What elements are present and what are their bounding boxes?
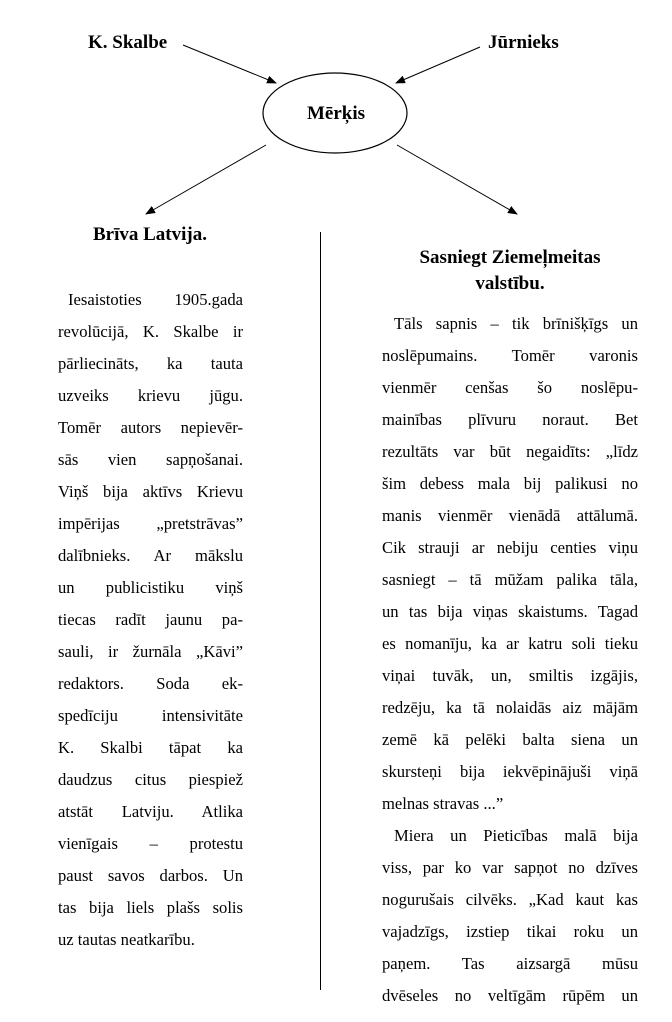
- label-jurnieks: Jūrnieks: [488, 32, 559, 53]
- text-line: Tāls sapnis – tik brīnišķīgs un: [394, 314, 638, 333]
- text-line: melnas stravas ...”: [382, 794, 504, 813]
- text-line: vajadzīgs, izstiep tikai roku un: [382, 922, 638, 941]
- text-line: uzveiks krievu jūgu.: [58, 386, 243, 405]
- label-k-skalbe: K. Skalbe: [88, 32, 168, 53]
- text-line: vienmēr cenšas šo noslēpu-: [382, 378, 638, 397]
- right-column-text: [382, 308, 638, 1012]
- text-line: viņai tuvāk, un, smiltis izgājis,: [382, 666, 638, 685]
- text-line: paust savos darbos. Un: [58, 866, 243, 885]
- text-line: spedīciju intensivitāte: [58, 706, 243, 725]
- text-line: impērijas „pretstrāvas”: [58, 514, 243, 533]
- text-line: redzēju, ka tā nolaidās aiz mājām: [382, 698, 638, 717]
- text-line: Viņš bija aktīvs Krievu: [58, 482, 243, 501]
- text-line: dvēseles no veltīgām rūpēm un: [382, 986, 638, 1005]
- text-line: šim debess mala bij palikusi no: [382, 474, 638, 493]
- text-line: atstāt Latviju. Atlika: [58, 802, 243, 821]
- right-title-line-1: Sasniegt Ziemeļmeitas: [419, 247, 601, 268]
- text-line: sās vien sapņošanai.: [58, 450, 243, 469]
- text-line: K. Skalbi tāpat ka: [58, 738, 243, 757]
- left-column-title: Brīva Latvija.: [93, 224, 207, 245]
- text-line: nogurušais cilvēks. „Kad kaut kas: [382, 890, 638, 909]
- text-line: Tomēr autors nepievēr-: [58, 418, 243, 437]
- text-line: sauli, ir žurnāla „Kāvi”: [58, 642, 243, 661]
- text-line: sasniegt – tā mūžam palika tāla,: [382, 570, 638, 589]
- text-line: zemē kā pelēki balta siena un: [382, 730, 638, 749]
- text-line: tas bija liels plašs solis: [58, 898, 243, 917]
- text-line: manis vienmēr vienādā attālumā.: [382, 506, 638, 525]
- text-line: noslēpumains. Tomēr varonis: [382, 346, 638, 365]
- column-divider: [320, 232, 321, 990]
- right-column-title: [360, 245, 660, 297]
- text-line: Cik strauji ar nebiju centies viņu: [382, 538, 638, 557]
- text-line: un publicistiku viņš: [58, 578, 243, 597]
- text-line: Miera un Pieticības malā bija: [394, 826, 638, 845]
- text-line: redaktors. Soda ek-: [58, 674, 243, 693]
- text-line: revolūcijā, K. Skalbe ir: [58, 322, 243, 341]
- text-line: viss, par ko var sapņot no dzīves: [382, 858, 638, 877]
- arrow-skalbe-to-goal: [183, 45, 276, 83]
- text-line: tiecas radīt jaunu pa-: [58, 610, 243, 629]
- text-line: pārliecināts, ka tauta: [58, 354, 243, 373]
- text-line: paņem. Tas aizsargā mūsu: [382, 954, 638, 973]
- text-line: es nomanīju, ka ar katru soli tieku: [382, 634, 638, 653]
- right-title-line-2: valstību.: [475, 273, 545, 294]
- text-line: rezultāts var būt negaidīts: „līdz: [382, 442, 638, 461]
- left-column-text: [58, 284, 243, 956]
- arrow-goal-to-right: [397, 145, 517, 214]
- text-line: skursteņi bija iekvēpinājuši viņā: [382, 762, 638, 781]
- text-line: dalībnieks. Ar mākslu: [58, 546, 243, 565]
- label-merkis: Mērķis: [307, 103, 366, 124]
- text-line: daudzus citus piespiež: [58, 770, 243, 789]
- text-line: Iesaistoties 1905.gada: [68, 290, 243, 309]
- arrow-goal-to-left: [146, 145, 266, 214]
- arrow-jurnieks-to-goal: [396, 47, 480, 83]
- text-line: vienīgais – protestu: [58, 834, 243, 853]
- text-line: mainības plīvuru noraut. Bet: [382, 410, 638, 429]
- text-line: un tas bija viņas skaistums. Tagad: [382, 602, 638, 621]
- text-line: uz tautas neatkarību.: [58, 930, 195, 949]
